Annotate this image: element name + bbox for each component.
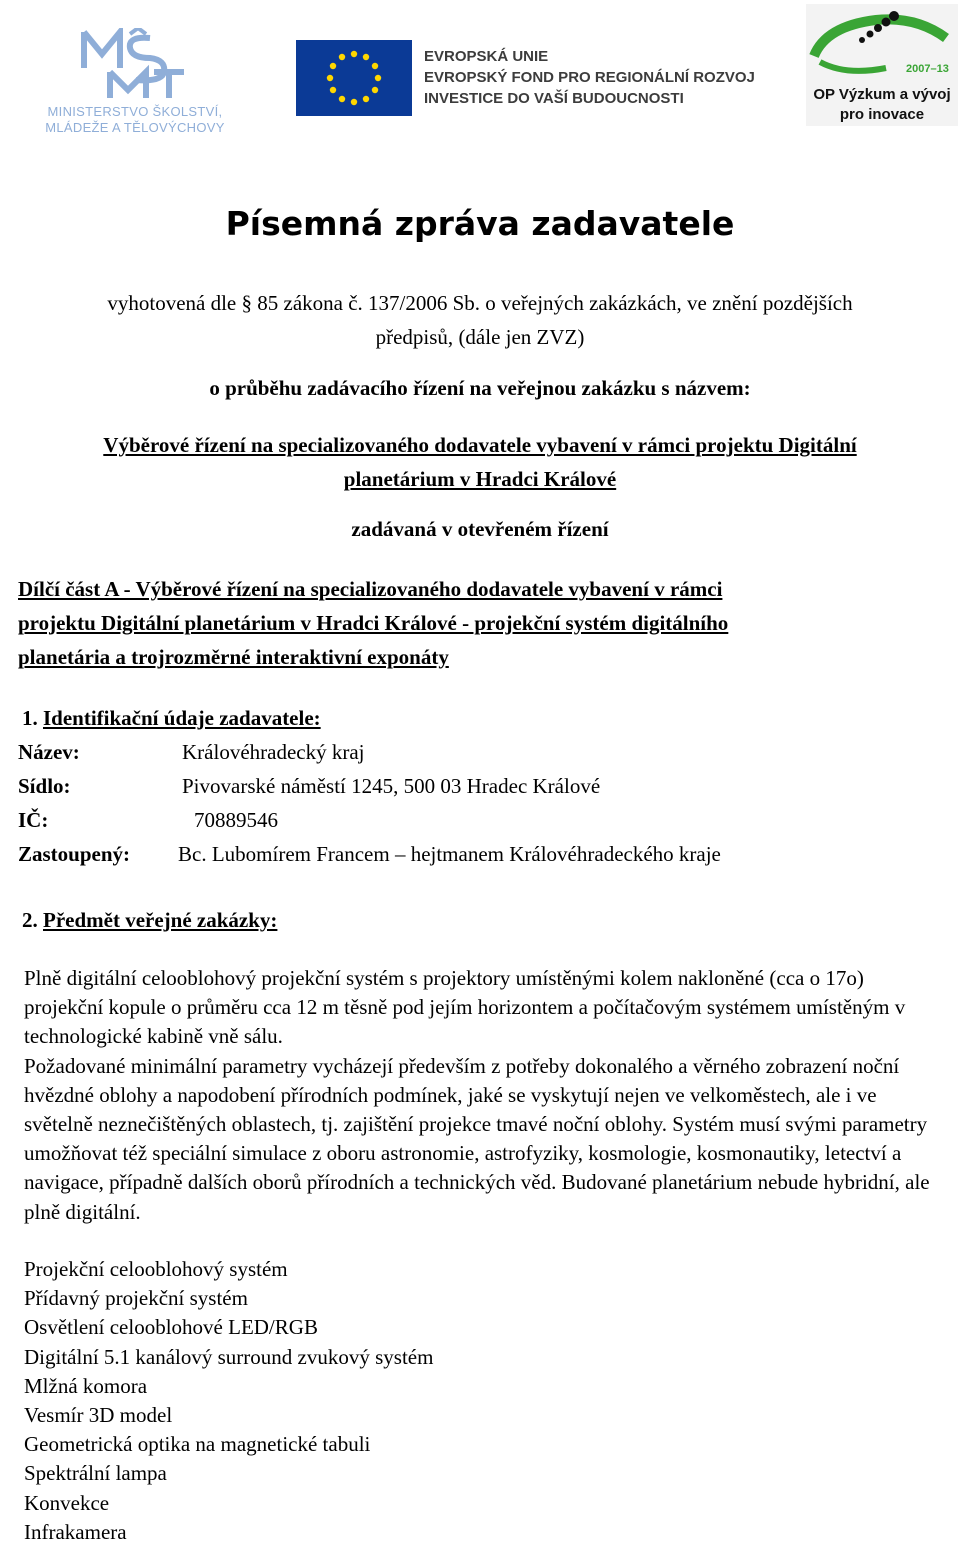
header-logos [0, 0, 960, 150]
seat-label: Sídlo: [18, 774, 71, 798]
ic-label: IČ: [18, 808, 49, 832]
op-years: 2007–13 [906, 63, 949, 75]
list-item: Geometrická optika na magnetické tabuli [24, 1432, 371, 1457]
msmt-logo [30, 28, 240, 138]
legal-basis [0, 286, 960, 354]
contract-name [0, 428, 960, 496]
list-item: Konvekce [24, 1490, 110, 1515]
contract-part-line-1: Dílčí část A - Výběrové řízení na specializovaného dodavatele vybavení v rámci [18, 577, 723, 601]
legal-basis-line-2 [0, 320, 960, 354]
list-item: Vesmír 3D model [24, 1403, 173, 1428]
procedure-type: zadávaná v otevřeném řízení [351, 517, 609, 541]
contract-name-line-1: Výběrové řízení na specializovaného dodavatele vybavení v rámci projektu Digitální [103, 433, 857, 457]
list-item: Digitální 5.1 kanálový surround zvukový systém [24, 1344, 434, 1369]
op-swoosh-icon [806, 4, 958, 86]
section-2-number: 2. [22, 908, 38, 932]
procedure-intro: o průběhu zadávacího řízení na veřejnou zakázku s názvem: [209, 376, 751, 400]
eu-text [424, 46, 764, 109]
subject-paragraph-1: Plně digitální celooblohový projekční systém s projektory umístěnými kolem nakloněné (cca o 17o) projekční kopule o průměru cca 12 m těsně pod jejím horizontem a počítačovým systémem umístěným v technologické kabině vně sálu. [24, 966, 906, 1049]
equipment-list [24, 1255, 944, 1547]
contract-name-line-2: planetárium v Hradci Králové [343, 467, 617, 491]
subject-description [24, 964, 944, 1227]
list-item: Přídavný projekční systém [24, 1286, 248, 1311]
legal-basis-line-1: vyhotovená dle § 85 zákona č. 137/2006 Sb. o veřejných zakázkách, ve znění pozdějších [107, 291, 853, 315]
seat-value: Pivovarské náměstí 1245, 500 03 Hradec Králové [182, 774, 601, 798]
op-vavpi-logo [806, 4, 958, 126]
op-line-2: pro inovace [839, 106, 925, 123]
list-item: Spektrální lampa [24, 1461, 167, 1486]
rep-label: Zastoupený: [18, 842, 131, 866]
contract-part-line-2: projektu Digitální planetárium v Hradci Králové - projekční systém digitálního [18, 611, 729, 635]
msmt-line-1: MINISTERSTVO ŠKOLSTVÍ, [47, 104, 223, 119]
list-item: Mlžná komora [24, 1373, 148, 1398]
ic-value: 70889546 [194, 808, 278, 832]
rep-value: Bc. Lubomírem Francem – hejtmanem Královéhradeckého kraje [178, 842, 721, 866]
eu-line-2: EVROPSKÝ FOND PRO REGIONÁLNÍ ROZVOJ [424, 69, 755, 86]
section-1-number: 1. [22, 706, 38, 730]
eu-line-3: INVESTICE DO VAŠÍ BUDOUCNOSTI [424, 90, 684, 107]
eu-line-1: EVROPSKÁ UNIE [424, 48, 549, 65]
list-item: Projekční celooblohový systém [24, 1257, 288, 1281]
name-label: Název: [18, 740, 80, 764]
contract-part-line-3: planetária a trojrozměrné interaktivní exponáty [18, 645, 449, 669]
page-title: Písemná zpráva zadavatele [225, 204, 735, 243]
contract-part [18, 572, 938, 674]
section-2-title: Předmět veřejné zakázky: [43, 908, 278, 932]
section-1-heading [22, 706, 321, 731]
msmt-emblem-icon [80, 28, 190, 100]
list-item: Infrakamera [24, 1519, 127, 1544]
legal-basis-text: předpisů, [375, 325, 459, 349]
list-item: Osvětlení celooblohové LED/RGB [24, 1315, 318, 1340]
subject-paragraph-2: Požadované minimální parametry vycházejí především z potřeby dokonalého a věrného zobrazení noční hvězdné oblohy a napodobení přírodních podmínek, jaké se vyskytují nejen ve velkoměstech, ale i ve světelně neznečištěných oblastech, tj. zajištění projekce tmavé noční oblohy. Systém musí svými parametry umožňovat též speciální simulace z oboru astronomie, astrofyziky, kosmologie, kosmonautiky, letectví a navigace, případně dalších oborů přírodních a technických věd. Budované planetárium nebude hybridní, ale plně digitální. [24, 1053, 930, 1224]
section-2-heading [22, 908, 277, 933]
name-value: Královéhradecký kraj [182, 740, 365, 764]
eu-flag-icon [296, 40, 412, 116]
legal-basis-abbrev: (dále jen ZVZ) [458, 325, 585, 349]
op-line-1: OP Výzkum a vývoj [813, 86, 951, 103]
msmt-line-2: MLÁDEŽE A TĚLOVÝCHOVY [45, 120, 225, 135]
section-1-title: Identifikační údaje zadavatele: [43, 706, 321, 730]
